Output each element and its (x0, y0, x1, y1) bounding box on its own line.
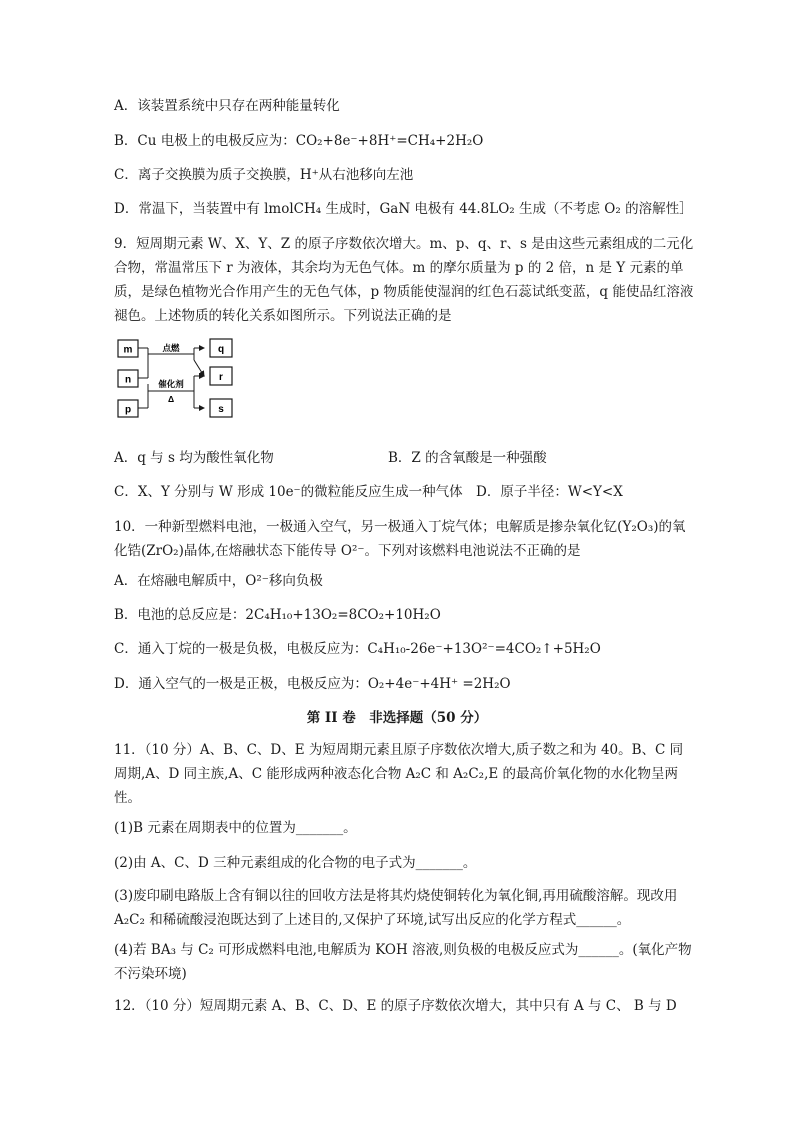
q8-option-d: D．常温下，当装置中有 lmolCH₄ 生成时，GaN 电极有 44.8LO₂ 生成（不考虑 O₂ 的溶解性］ (114, 201, 693, 217)
q10-option-d: D．通入空气的一极是正极，电极反应为：O₂+4e⁻+4H⁺ =2H₂O (114, 676, 511, 692)
svg-text:q: q (217, 344, 225, 355)
q11-part-2: (2)由 A、C、D 三种元素组成的化合物的电子式为_______。 (114, 855, 477, 871)
svg-text:p: p (124, 404, 132, 416)
output-box-s (210, 399, 232, 417)
input-box-m (118, 340, 138, 357)
reaction-diagram (114, 336, 244, 426)
q10-option-b: B．电池的总反应是：2C₄H₁₀+13O₂=8CO₂+10H₂O (114, 607, 441, 623)
q8-option-a: A．该装置系统中只存在两种能量转化 (114, 98, 340, 114)
q9-option-b: B．Z 的含氧酸是一种强酸 (388, 450, 547, 466)
condition-catalyst: 催化剂 (158, 379, 184, 389)
svg-text:n: n (124, 374, 132, 386)
q8-option-b: B．Cu 电极上的电极反应为：CO₂+8e⁻+8H⁺=CH₄+2H₂O (114, 133, 484, 149)
output-box-q (210, 339, 232, 357)
q10-stem: 10．一种新型燃料电池，一极通入空气，另一极通入丁烷气体；电解质是掺杂氧化钇(Y₂O₃)的氧化锆(ZrO₂)晶体,在熔融状态下能传导 O²⁻。下列对该燃料电池说法不正确的是 (114, 519, 686, 559)
svg-text:m: m (123, 344, 133, 356)
condition-heat: Δ (167, 394, 175, 404)
q9-option-c: C．X、Y 分别与 W 形成 10e⁻的微粒能反应生成一种气体 (114, 484, 463, 500)
q9-option-a: A．q 与 s 均为酸性氧化物 (114, 450, 274, 466)
section-heading: 第 II 卷 非选择题（50 分） (306, 710, 488, 726)
q10-option-c: C．通入丁烷的一极是负极，电极反应为：C₄H₁₀-26e⁻+13O²⁻=4CO₂↑+5H₂O (114, 641, 601, 657)
q9-option-d: D．原子半径：W<Y<X (476, 484, 623, 500)
q12-stem: 12．（10 分）短周期元素 A、B、C、D、E 的原子序数依次增大，其中只有 A 与 C、 B 与 D (114, 998, 677, 1014)
input-box-n (118, 370, 138, 387)
input-box-p (118, 400, 138, 417)
q9-stem: 9．短周期元素 W、X、Y、Z 的原子序数依次增大。m、p、q、r、s 是由这些元素组成的二元化合物，常温常压下 r 为液体，其余均为无色气体。m 的摩尔质量为 p 的 2 倍，n 是 Y 元素的单质，是绿色植物光合作用产生的无色气体，p 物质能使湿润的红色石蕊试纸变蓝，q 能使品红溶液褪色。上述物质的转化关系如图所示。下列说法正确的是 (114, 236, 694, 324)
q11-stem: 11．（10 分）A、B、C、D、E 为短周期元素且原子序数依次增大,质子数之和为 40。B、C 同周期,A、D 同主族,A、C 能形成两种液态化合物 A₂C 和 A₂C₂,E 的最高价氧化物的水化物呈两性。 (114, 742, 684, 806)
q11-part-4: (4)若 BA₃ 与 C₂ 可形成燃料电池,电解质为 KOH 溶液,则负极的电极反应式为______。(氧化产物不污染环境) (114, 942, 692, 982)
q8-option-c: C．离子交换膜为质子交换膜，H⁺从右池移向左池 (114, 167, 414, 183)
q11-part-3: (3)废印刷电路版上含有铜以往的回收方法是将其灼烧使铜转化为氧化铜,再用硫酸溶解。现改用 A₂C₂ 和稀硫酸浸泡既达到了上述目的,又保护了环境,试写出反应的化学方程式______。 (114, 888, 678, 928)
output-box-r (210, 367, 232, 385)
condition-ignite: 点燃 (162, 343, 180, 353)
q10-option-a: A．在熔融电解质中，O²⁻移向负极 (114, 573, 323, 589)
svg-text:r: r (219, 372, 223, 383)
q11-part-1: (1)B 元素在周期表中的位置为_______。 (114, 820, 357, 836)
svg-text:s: s (218, 404, 224, 415)
